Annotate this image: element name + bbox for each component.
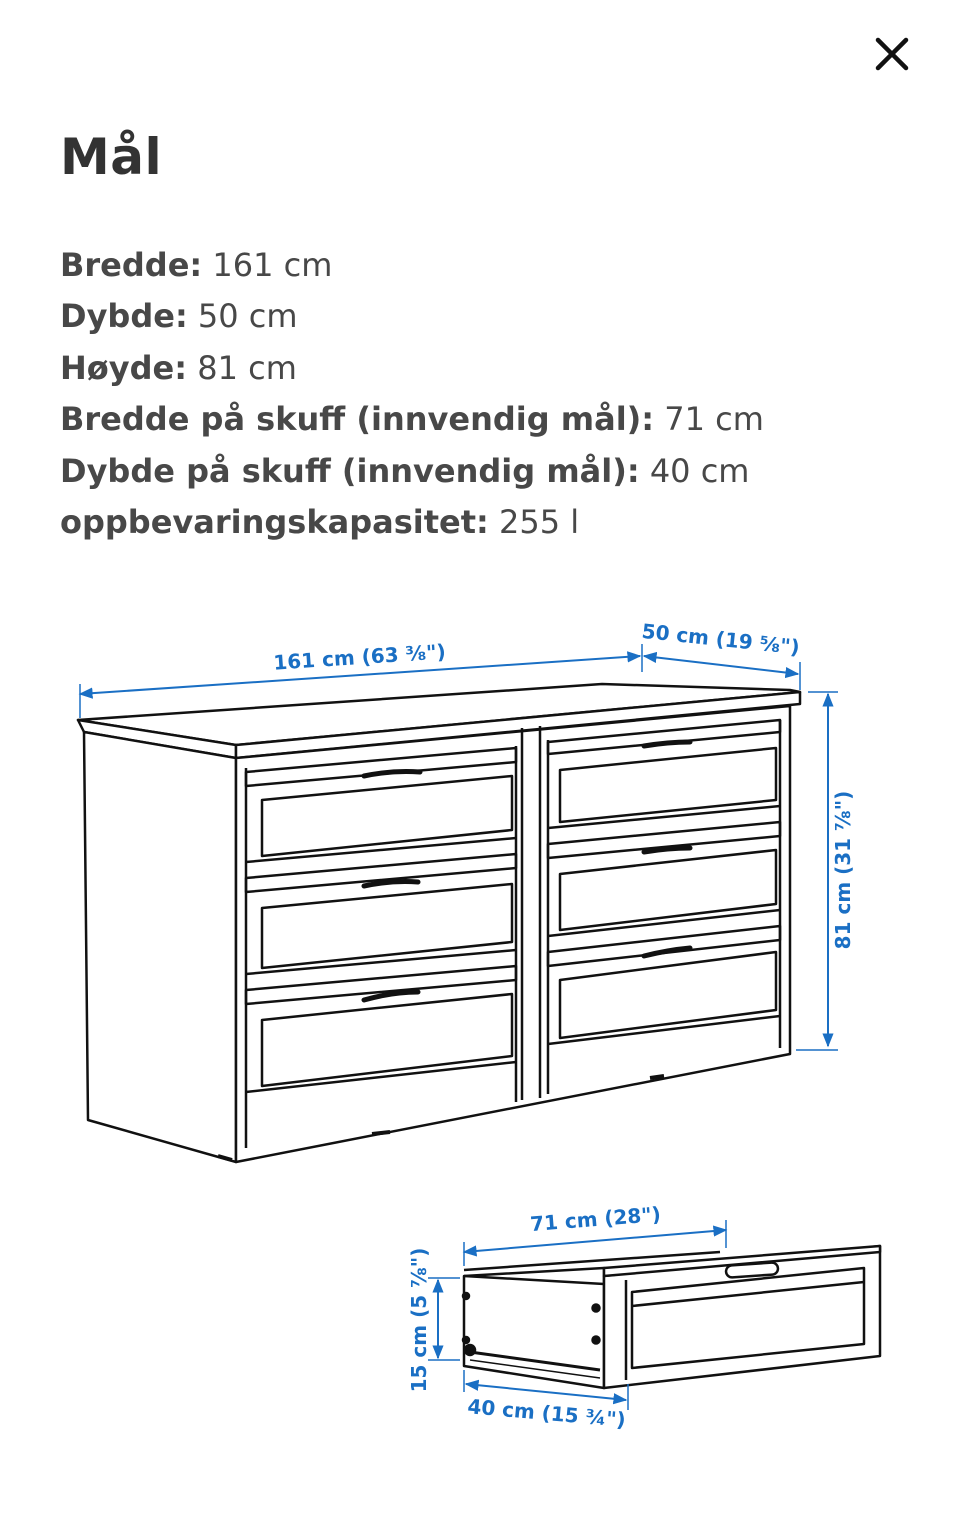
dresser-height-label: 81 cm (31 ⅞") <box>831 790 855 950</box>
dimension-specs-list <box>60 240 764 548</box>
dresser-width-label: 161 cm (63 ⅜") <box>272 639 447 675</box>
spec-value: 71 cm <box>664 400 764 439</box>
spec-row-drawer-depth <box>60 446 764 497</box>
spec-row-depth <box>60 291 764 342</box>
spec-row-height <box>60 343 764 394</box>
spec-row-width <box>60 240 764 291</box>
dialog-title: Mål <box>60 128 163 186</box>
spec-label: Høyde: <box>60 348 188 387</box>
drawer-height-label: 15 cm (5 ⅞") <box>407 1247 431 1393</box>
drawer-width-label: 71 cm (28") <box>529 1201 662 1237</box>
drawer-depth-label: 40 cm (15 ¾") <box>466 1394 627 1432</box>
spec-value: 81 cm <box>197 348 297 387</box>
dimension-illustration <box>0 600 960 1460</box>
spec-row-storage-capacity <box>60 497 764 548</box>
spec-label: Dybde: <box>60 297 188 336</box>
dresser-depth-label: 50 cm (19 ⅝") <box>640 618 801 660</box>
spec-row-drawer-width <box>60 394 764 445</box>
close-icon <box>874 36 910 72</box>
dresser-drawing <box>78 684 800 1162</box>
spec-value: 50 cm <box>197 297 298 336</box>
spec-label: Bredde: <box>60 246 203 284</box>
spec-label: oppbevaringskapasitet: <box>60 502 489 541</box>
close-button[interactable] <box>862 24 922 84</box>
spec-value: 255 l <box>499 502 580 541</box>
drawer-drawing <box>463 1246 880 1388</box>
spec-value: 161 cm <box>212 246 333 284</box>
spec-value: 40 cm <box>649 451 750 490</box>
spec-label: Dybde på skuff (innvendig mål): <box>60 451 640 490</box>
spec-label: Bredde på skuff (innvendig mål): <box>60 400 655 439</box>
